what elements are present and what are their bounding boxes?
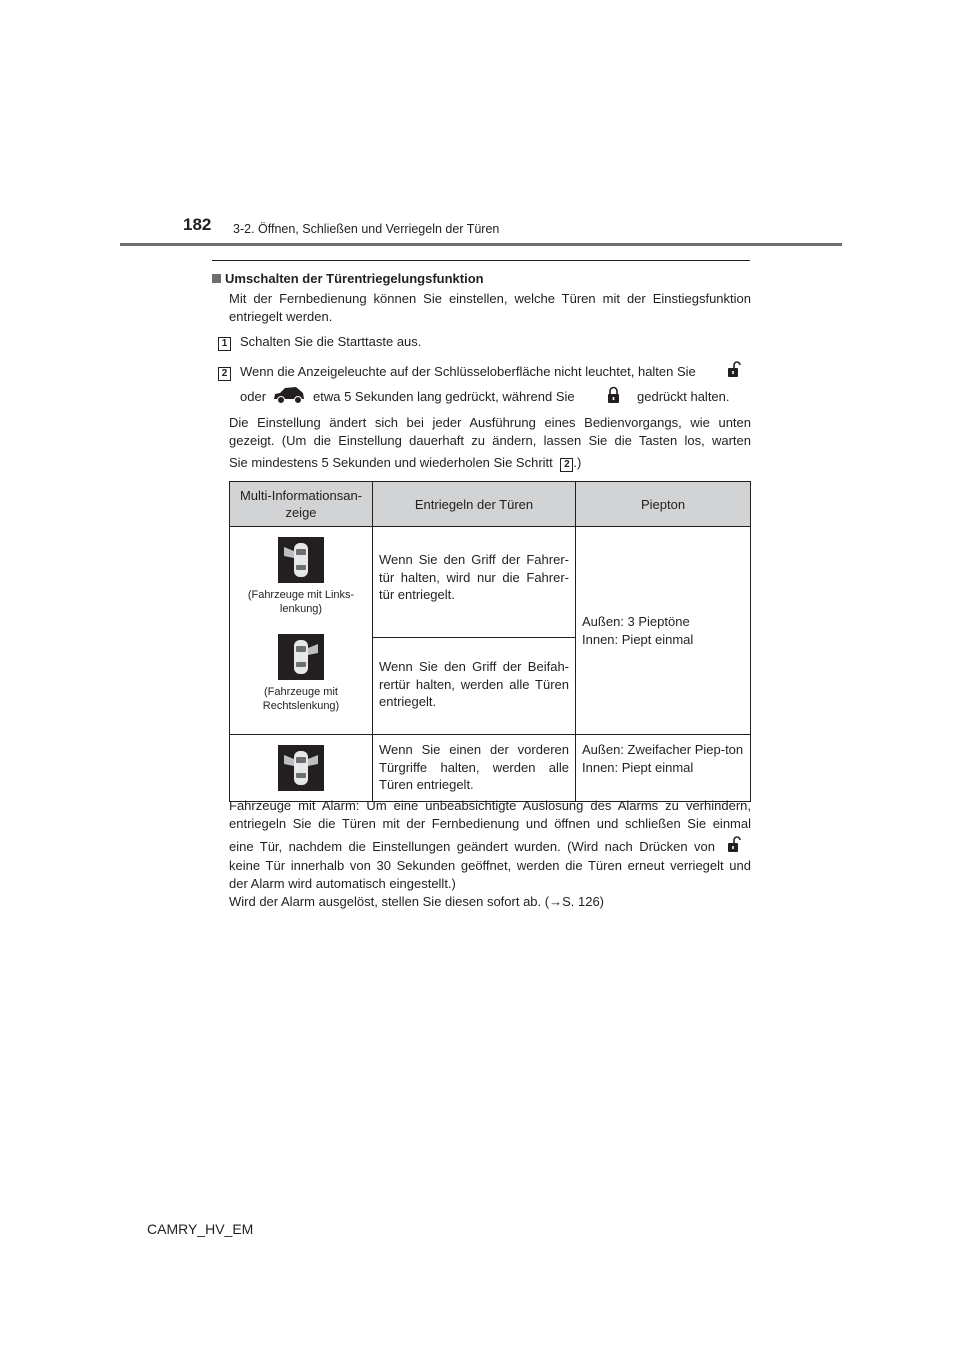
page-number: 182	[183, 215, 212, 234]
note-line-1: Die Einstellung ändert sich bei jeder Ausführung eines Bedienvorgangs, wie unten	[229, 415, 751, 430]
step-2-text-or: oder	[240, 389, 267, 404]
heading-bullet-icon	[212, 274, 221, 283]
table-row	[230, 527, 751, 638]
beep-inside: Innen: Piept einmal	[582, 631, 694, 647]
lock-icon	[606, 386, 621, 403]
step-2-text-b: etwa 5 Sekunden lang gedrückt, während Sie	[313, 389, 575, 404]
column-header-unlock: Entriegeln der Türen	[373, 482, 576, 527]
header-rule	[120, 243, 842, 246]
step-1-text: Schalten Sie die Starttaste aus.	[240, 334, 422, 349]
car-both-doors-open-icon	[278, 745, 324, 791]
alarm-line-3: eine Tür, nachdem die Einstellungen geändert wurden. (Wird nach Drücken von	[229, 839, 715, 854]
door-unlock-settings-table	[229, 481, 751, 802]
trunk-icon	[272, 384, 306, 406]
section-title: 3-2. Öffnen, Schließen und Verriegeln der Türen	[233, 222, 500, 236]
document-footer: CAMRY_HV_EM	[147, 1221, 254, 1237]
car-passenger-door-open-icon	[278, 634, 324, 680]
caption-left-hand-drive: (Fahrzeuge mit Links-lenkung)	[247, 589, 355, 615]
note-line-3	[229, 454, 581, 472]
step-1-number: 1	[218, 333, 231, 351]
alarm-line-5: der Alarm wird automatisch eingestellt.)	[229, 876, 456, 891]
column-header-display: Multi-Informationsan- zeige	[230, 482, 373, 527]
car-driver-door-open-icon	[278, 537, 324, 583]
display-cell-row-2	[230, 735, 373, 802]
unlock-passenger-cell: Wenn Sie den Griff der Beifah-rertür halten, werden alle Türen entriegelt.	[373, 638, 576, 735]
unlock-all-cell: Wenn Sie einen der vorderen Türgriffe halten, werden alle Türen entriegelt.	[373, 735, 576, 802]
beep-outside: Außen: 3 Pieptöne	[582, 614, 690, 629]
step-2-text-a: Wenn die Anzeigeleuchte auf der Schlüsseloberfläche nicht leuchtet, halten Sie	[240, 364, 696, 379]
alarm-line-6: Wird der Alarm ausgelöst, stellen Sie diesen sofort ab. (→S. 126)	[229, 894, 605, 909]
note-line-3-end: .)	[573, 455, 582, 470]
table-row	[230, 735, 751, 802]
note-line-2: gezeigt. (Um die Einstellung dauerhaft zu ändern, lassen Sie die Tasten los, warten	[229, 433, 751, 448]
alarm-line-4: keine Tür innerhalb von 30 Sekunden geöffnet, werden die Türen erneut verriegelt und	[229, 858, 751, 873]
intro-line-2: entriegelt werden.	[229, 309, 333, 324]
section-divider	[212, 260, 750, 261]
heading-text: Umschalten der Türentriegelungsfunktion	[225, 271, 484, 286]
alarm-line-2: entriegeln Sie die Türen mit der Fernbedienung und öffnen und schließen Sie einmal	[229, 816, 751, 831]
beep-cell-row-1	[576, 527, 751, 735]
alarm-line-1: Fahrzeuge mit Alarm: Um eine unbeabsichtigte Auslösung des Alarms zu verhindern,	[229, 798, 751, 813]
note-line-3-text: Sie mindestens 5 Sekunden und wiederholen Sie Schritt	[229, 455, 553, 470]
step-ref-box: 2	[560, 458, 573, 472]
table-header-row	[230, 482, 751, 527]
subsection-heading	[212, 270, 484, 288]
column-header-beep: Piepton	[576, 482, 751, 527]
unlock-driver-cell: Wenn Sie den Griff der Fahrer-tür halten, wird nur die Fahrer-tür entriegelt.	[373, 527, 576, 638]
unlock-icon	[727, 836, 742, 853]
display-cell	[230, 527, 373, 735]
beep-outside: Außen: Zweifacher Piep-ton	[582, 742, 744, 757]
caption-right-hand-drive: (Fahrzeuge mit Rechtslenkung)	[262, 686, 340, 712]
beep-cell-row-2	[576, 735, 751, 802]
step-2-number: 2	[218, 363, 231, 381]
intro-line-1: Mit der Fernbedienung können Sie einstellen, welche Türen mit der Einstiegsfunktion	[229, 291, 751, 306]
beep-inside: Innen: Piept einmal	[582, 759, 694, 775]
unlock-icon	[727, 361, 742, 378]
step-2-text-c: gedrückt halten.	[637, 389, 730, 404]
